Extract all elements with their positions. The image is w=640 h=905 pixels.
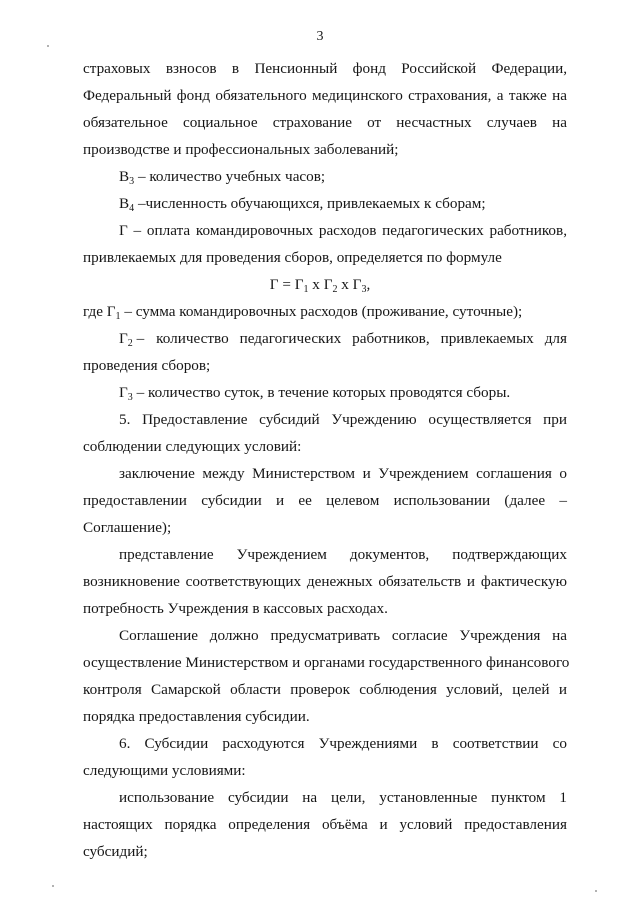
formula-multiply: x bbox=[312, 276, 320, 293]
definition-text: – сумма командировочных расходов (проживание, суточные); bbox=[124, 303, 523, 320]
paragraph-line: Соглашение должно предусматривать согласие Учреждения на bbox=[119, 627, 567, 644]
paragraph-line: потребность Учреждения в кассовых расходах. bbox=[83, 600, 388, 617]
variable-subscript: 4 bbox=[129, 203, 135, 214]
paragraph-line: осуществление Министерством и органами государственного финансового bbox=[83, 654, 570, 671]
scan-speck bbox=[52, 885, 54, 887]
definition-text: количество педагогических работников, привлекаемых для bbox=[156, 330, 567, 347]
definition-text: количество учебных часов; bbox=[149, 168, 326, 185]
paragraph-line: 5. Предоставление субсидий Учреждению осуществляется при bbox=[119, 411, 567, 428]
dash: – bbox=[137, 168, 146, 185]
paragraph-line: Соглашение); bbox=[83, 519, 172, 536]
variable-g3-definition bbox=[119, 383, 567, 403]
variable-letter: Г bbox=[119, 384, 128, 401]
paragraph-line: порядка предоставления субсидии. bbox=[83, 708, 310, 725]
variable-letter: В bbox=[119, 195, 130, 212]
formula-symbol: Г bbox=[294, 276, 304, 293]
formula-subscript: 3 bbox=[361, 284, 367, 295]
page-number: 3 bbox=[316, 29, 324, 44]
definition-text: численность обучающихся, привлекаемых к сборам; bbox=[145, 195, 486, 212]
scan-speck bbox=[595, 890, 597, 892]
formula-equals: = bbox=[282, 276, 291, 293]
paragraph-line: соблюдении следующих условий: bbox=[83, 438, 302, 455]
formula-multiply: x bbox=[341, 276, 349, 293]
variable-letter: Г bbox=[119, 330, 128, 347]
variable-g1-definition bbox=[83, 302, 567, 322]
variable-subscript: 3 bbox=[127, 392, 133, 403]
paragraph-line: следующими условиями: bbox=[83, 762, 246, 779]
paragraph-line: Г – оплата командировочных расходов педагогических работников, bbox=[119, 222, 567, 239]
variable-g2-definition bbox=[119, 329, 567, 349]
formula-symbol: Г bbox=[269, 276, 279, 293]
paragraph-line: проведения сборов; bbox=[83, 357, 211, 374]
formula-symbol: Г bbox=[323, 276, 333, 293]
dash: – bbox=[137, 195, 146, 212]
definition-text: количество суток, в течение которых проводятся сборы. bbox=[147, 384, 511, 401]
dash: – bbox=[136, 384, 145, 401]
paragraph-line: страховых взносов в Пенсионный фонд Российской Федерации, bbox=[83, 60, 567, 77]
paragraph-line: субсидий; bbox=[83, 843, 148, 860]
formula bbox=[0, 275, 640, 295]
paragraph-line: производстве и профессиональных заболеваний; bbox=[83, 141, 399, 158]
formula-subscript: 2 bbox=[332, 284, 338, 295]
variable-b4-definition bbox=[119, 194, 567, 214]
variable-subscript: 3 bbox=[129, 176, 135, 187]
paragraph-line: возникновение соответствующих денежных обязательств и фактическую bbox=[83, 573, 567, 590]
variable-symbol bbox=[119, 329, 144, 349]
paragraph-line: Федеральный фонд обязательного медицинского страхования, а также на bbox=[83, 87, 567, 104]
paragraph-line: заключение между Министерством и Учреждением соглашения о bbox=[119, 465, 567, 482]
paragraph-line: 6. Субсидии расходуются Учреждениями в соответствии со bbox=[119, 735, 567, 752]
formula-symbol: Г bbox=[352, 276, 362, 293]
variable-subscript: 1 bbox=[115, 311, 121, 322]
scan-speck bbox=[47, 45, 49, 47]
paragraph-line: представление Учреждением документов, подтверждающих bbox=[119, 546, 567, 563]
definition-lead: где Г bbox=[83, 303, 116, 320]
variable-letter: В bbox=[119, 168, 130, 185]
formula-comma: , bbox=[366, 276, 371, 293]
formula-subscript: 1 bbox=[303, 284, 309, 295]
paragraph-line: настоящих порядка определения объёма и условий предоставления bbox=[83, 816, 567, 833]
paragraph-line: обязательное социальное страхование от несчастных случаев на bbox=[83, 114, 567, 131]
dash: – bbox=[136, 330, 145, 347]
paragraph-line: контроля Самарской области проверок соблюдения условий, целей и bbox=[83, 681, 567, 698]
paragraph-line: предоставлении субсидии и ее целевом использовании (далее – bbox=[83, 492, 567, 509]
paragraph-line: использование субсидии на цели, установленные пунктом 1 bbox=[119, 789, 567, 806]
variable-b3-definition bbox=[119, 167, 567, 187]
variable-subscript: 2 bbox=[127, 338, 133, 349]
paragraph-line: привлекаемых для проведения сборов, определяется по формуле bbox=[83, 249, 502, 266]
